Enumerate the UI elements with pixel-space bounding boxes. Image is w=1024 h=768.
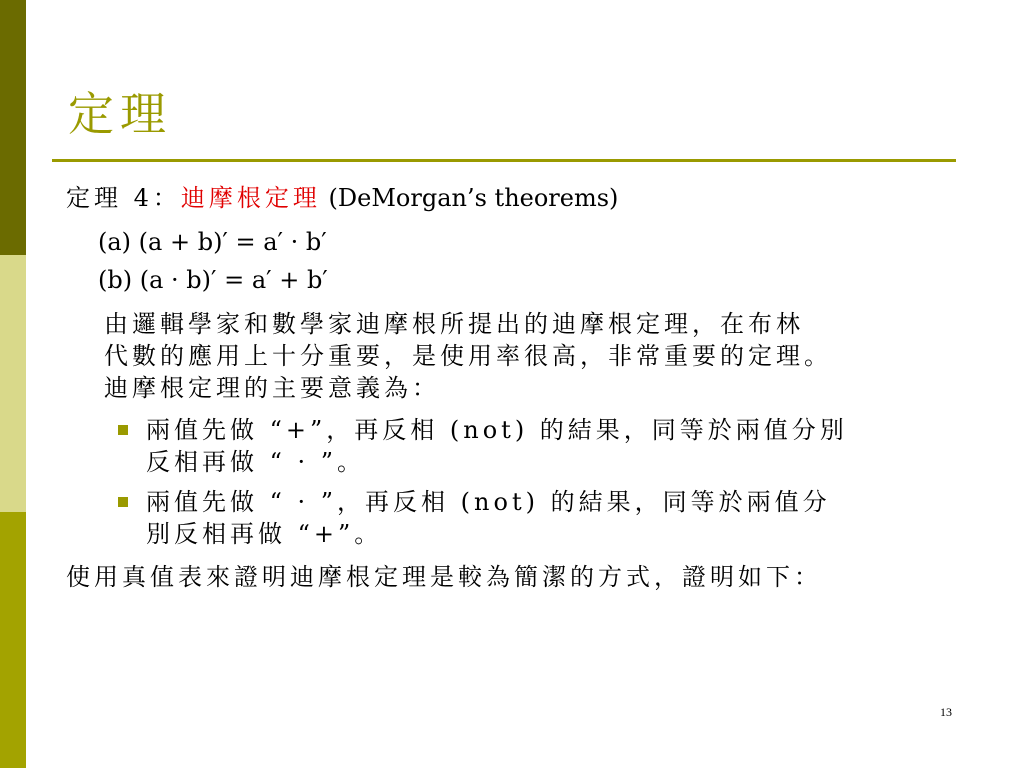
bullet-2-line-1: 兩值先做 “ · ”，再反相 (not) 的結果，同等於兩值分 (146, 488, 831, 516)
sidebar-decoration (0, 0, 26, 768)
sidebar-band-dark (0, 0, 26, 255)
conclusion-text: 使用真值表來證明迪摩根定理是較為簡潔的方式，證明如下： (66, 563, 822, 591)
bullet-square-icon (118, 497, 128, 507)
formula-a: (a) (a + b)′ = a′ · b′ (98, 228, 327, 256)
theorem-name: 迪摩根定理 (180, 184, 321, 212)
slide-title: 定理 (68, 87, 172, 141)
theorem-english: (DeMorgan’s theorems) (320, 184, 619, 212)
paragraph-line-3: 迪摩根定理的主要意義為： (104, 374, 440, 402)
formula-b: (b) (a · b)′ = a′ + b′ (98, 266, 328, 294)
bullet-1-line-1: 兩值先做 “+”，再反相 (not) 的結果，同等於兩值分別 (146, 416, 848, 444)
theorem-prefix: 定理 4： (66, 184, 181, 212)
sidebar-band-mid (0, 512, 26, 768)
sidebar-band-light (0, 255, 26, 512)
theorem-heading (66, 183, 618, 213)
paragraph-line-1: 由邏輯學家和數學家迪摩根所提出的迪摩根定理，在布林 (104, 310, 804, 338)
bullet-square-icon (118, 425, 128, 435)
bullet-2-line-2: 別反相再做 “+”。 (146, 520, 383, 548)
page-number: 13 (940, 705, 952, 719)
paragraph-line-2: 代數的應用上十分重要，是使用率很高，非常重要的定理。 (104, 342, 832, 370)
bullet-1-line-2: 反相再做 “ · ”。 (146, 448, 366, 476)
title-divider (52, 159, 956, 162)
